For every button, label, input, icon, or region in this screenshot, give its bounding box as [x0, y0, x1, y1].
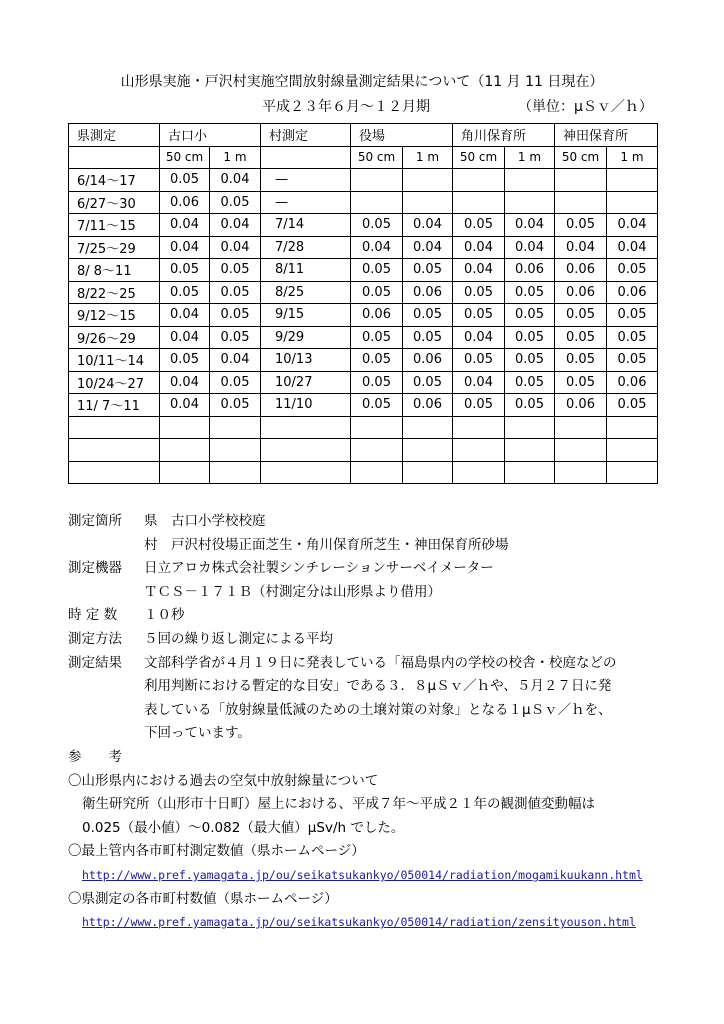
cell-pref-50cm: 0.04: [160, 371, 210, 394]
table-row: [69, 259, 658, 282]
reference-1-title: 〇山形県内における過去の空気中放射線量について: [68, 772, 379, 789]
subheader-1m: 1 m: [505, 146, 555, 169]
cell-site2-50cm: 0.04: [453, 326, 505, 349]
cell-pref-period: [69, 416, 160, 439]
table-row: [69, 214, 658, 237]
cell-pref-1m: 0.04: [210, 349, 261, 372]
cell-site2-50cm: 0.04: [453, 259, 505, 282]
cell-site3-50cm: 0.05: [555, 214, 607, 237]
cell-site2-1m: [505, 416, 555, 439]
cell-site3-1m: 0.05: [607, 394, 658, 417]
subheader-50cm: 50 cm: [555, 146, 607, 169]
subheader-empty: [261, 146, 351, 169]
table-row: [69, 371, 658, 394]
table-row: [69, 236, 658, 259]
cell-pref-period: 7/11～15: [69, 214, 160, 237]
measurement-table: [68, 123, 658, 484]
cell-site2-50cm: 0.05: [453, 394, 505, 417]
cell-pref-period: [69, 461, 160, 484]
cell-pref-50cm: [160, 461, 210, 484]
header-site-2: 角川保育所: [453, 124, 555, 147]
time-constant-label: 時 定 数: [68, 607, 118, 624]
cell-village-date: 8/25: [261, 281, 351, 304]
cell-pref-1m: 0.05: [210, 371, 261, 394]
note-row: [68, 534, 668, 558]
cell-pref-50cm: 0.05: [160, 259, 210, 282]
cell-site3-50cm: [555, 169, 607, 192]
cell-village-date: 10/27: [261, 371, 351, 394]
cell-pref-50cm: 0.05: [160, 349, 210, 372]
cell-site1-50cm: 0.05: [351, 349, 403, 372]
cell-site1-1m: [403, 416, 453, 439]
table-row: [69, 439, 658, 462]
result-label: 測定結果: [68, 654, 122, 671]
subheader-50cm: 50 cm: [351, 146, 403, 169]
note-row: [68, 581, 668, 605]
note-row: [68, 510, 668, 534]
cell-pref-period: 9/26～29: [69, 326, 160, 349]
note-row: [68, 722, 668, 746]
cell-village-date: 9/15: [261, 304, 351, 327]
cell-site3-1m: 0.04: [607, 214, 658, 237]
cell-site2-1m: [505, 191, 555, 214]
result-line: 表している「放射線量低減のための土壌対策の対象」となる１μＳｖ／ｈを、: [144, 701, 612, 718]
cell-pref-period: 9/12～15: [69, 304, 160, 327]
note-row: [68, 888, 668, 912]
header-village: 村測定: [261, 124, 351, 147]
cell-site1-1m: 0.04: [403, 236, 453, 259]
cell-site3-50cm: 0.06: [555, 281, 607, 304]
cell-village-date: 11/10: [261, 394, 351, 417]
cell-site2-50cm: [453, 169, 505, 192]
location-pref: 県 古口小学校校庭: [144, 513, 266, 529]
header-pref: 県測定: [69, 124, 160, 147]
cell-site1-50cm: [351, 439, 403, 462]
result-line: 利用判断における暫定的な目安」である３．８μＳｖ／ｈや、５月２７日に発: [144, 678, 612, 695]
cell-site1-50cm: 0.05: [351, 214, 403, 237]
table-row: [69, 169, 658, 192]
cell-site1-1m: 0.05: [403, 326, 453, 349]
cell-site2-1m: [505, 461, 555, 484]
cell-pref-period: 10/24～27: [69, 371, 160, 394]
cell-village-date: 8/11: [261, 259, 351, 282]
cell-site3-1m: [607, 461, 658, 484]
cell-site3-50cm: [555, 439, 607, 462]
cell-site3-1m: 0.05: [607, 259, 658, 282]
cell-village-date: —: [261, 191, 351, 214]
cell-pref-50cm: 0.04: [160, 304, 210, 327]
cell-site2-50cm: [453, 191, 505, 214]
cell-village-date: 7/14: [261, 214, 351, 237]
subheader-1m: 1 m: [403, 146, 453, 169]
cell-site1-50cm: 0.04: [351, 236, 403, 259]
cell-pref-50cm: 0.04: [160, 214, 210, 237]
cell-village-date: 10/13: [261, 349, 351, 372]
cell-site1-1m: [403, 169, 453, 192]
period-label: 平成２３年６月～１２月期: [262, 99, 430, 115]
header-site-3: 神田保育所: [555, 124, 658, 147]
cell-pref-50cm: 0.04: [160, 236, 210, 259]
cell-pref-1m: 0.05: [210, 304, 261, 327]
cell-pref-period: 6/14～17: [69, 169, 160, 192]
cell-pref-1m: 0.04: [210, 236, 261, 259]
unit-label: （単位：μＳｖ／ｈ）: [518, 99, 653, 115]
note-row: [68, 652, 668, 676]
cell-site2-50cm: [453, 461, 505, 484]
cell-site3-50cm: 0.04: [555, 236, 607, 259]
cell-site1-1m: 0.06: [403, 349, 453, 372]
cell-site2-1m: 0.04: [505, 214, 555, 237]
cell-site3-1m: [607, 416, 658, 439]
cell-pref-1m: 0.05: [210, 281, 261, 304]
header-site-1: 役場: [351, 124, 453, 147]
cell-site2-1m: [505, 169, 555, 192]
cell-site3-50cm: 0.06: [555, 259, 607, 282]
cell-pref-50cm: 0.04: [160, 326, 210, 349]
cell-site2-50cm: 0.05: [453, 349, 505, 372]
cell-site3-50cm: [555, 416, 607, 439]
subheader-empty: [69, 146, 160, 169]
table-header-row: [69, 124, 658, 147]
cell-site1-50cm: 0.05: [351, 281, 403, 304]
cell-pref-50cm: [160, 416, 210, 439]
subheader-50cm: 50 cm: [453, 146, 505, 169]
cell-site2-50cm: 0.05: [453, 281, 505, 304]
cell-pref-period: 6/27～30: [69, 191, 160, 214]
reference-3-link[interactable]: http://www.pref.yamagata.jp/ou/seikatsukankyo/050014/radiation/zensityouson.html: [82, 915, 636, 930]
reference-1-line: 衛生研究所（山形市十日町）屋上における、平成７年～平成２１年の観測値変動幅は: [82, 796, 595, 813]
cell-site1-50cm: 0.05: [351, 394, 403, 417]
cell-site3-1m: 0.05: [607, 326, 658, 349]
reference-2-link[interactable]: http://www.pref.yamagata.jp/ou/seikatsukankyo/050014/radiation/mogamikuukann.html: [82, 867, 643, 882]
note-row: [68, 604, 668, 628]
cell-pref-period: 8/ 8～11: [69, 259, 160, 282]
cell-site1-50cm: [351, 461, 403, 484]
cell-site1-50cm: 0.05: [351, 326, 403, 349]
cell-site1-1m: [403, 439, 453, 462]
cell-pref-period: 10/11～14: [69, 349, 160, 372]
cell-pref-50cm: [160, 439, 210, 462]
reference-1-line: 0.025（最小値）～0.082（最大値）μSv/h でした。: [82, 819, 405, 836]
cell-site1-50cm: 0.05: [351, 371, 403, 394]
cell-village-date: 9/29: [261, 326, 351, 349]
cell-site3-50cm: [555, 191, 607, 214]
cell-site1-1m: 0.06: [403, 281, 453, 304]
cell-site1-1m: 0.05: [403, 371, 453, 394]
result-line: 文部科学省が４月１９日に発表している「福島県内の学校の校舎・校庭などの: [144, 654, 617, 671]
cell-site3-50cm: [555, 461, 607, 484]
cell-site3-1m: 0.04: [607, 236, 658, 259]
subheader-1m: 1 m: [607, 146, 658, 169]
cell-site1-1m: [403, 191, 453, 214]
cell-site2-50cm: 0.04: [453, 371, 505, 394]
cell-site3-50cm: 0.05: [555, 304, 607, 327]
cell-site3-50cm: 0.05: [555, 371, 607, 394]
instrument-label: 測定機器: [68, 560, 122, 577]
cell-site1-1m: 0.05: [403, 304, 453, 327]
table-row: [69, 461, 658, 484]
cell-site2-1m: [505, 439, 555, 462]
cell-site2-1m: 0.05: [505, 349, 555, 372]
cell-pref-1m: 0.05: [210, 191, 261, 214]
cell-village-date: [261, 416, 351, 439]
cell-site3-1m: [607, 169, 658, 192]
note-row: [68, 817, 668, 841]
cell-pref-1m: [210, 461, 261, 484]
reference-label: 参 考: [68, 748, 122, 765]
note-row: [68, 699, 668, 723]
instrument-model: ＴＣＳ－１７１Ｂ（村測定分は山形県より借用）: [144, 583, 441, 600]
cell-pref-1m: 0.05: [210, 326, 261, 349]
cell-site1-1m: 0.05: [403, 259, 453, 282]
cell-site2-50cm: [453, 439, 505, 462]
cell-pref-1m: 0.04: [210, 169, 261, 192]
cell-pref-1m: [210, 416, 261, 439]
subheader-1m: 1 m: [210, 146, 261, 169]
instrument-name: 日立アロカ株式会社製シンチレーションサーベイメーター: [144, 560, 494, 577]
cell-site2-1m: 0.05: [505, 394, 555, 417]
note-row: [68, 746, 668, 770]
cell-site1-50cm: 0.05: [351, 259, 403, 282]
cell-site3-50cm: 0.06: [555, 394, 607, 417]
cell-site2-1m: 0.05: [505, 281, 555, 304]
table-row: [69, 304, 658, 327]
cell-site2-1m: 0.04: [505, 236, 555, 259]
table-row: [69, 191, 658, 214]
cell-site1-50cm: [351, 416, 403, 439]
reference-2-title: 〇最上管内各市町村測定数値（県ホームページ）: [68, 843, 365, 860]
reference-3-title: 〇県測定の各市町村数値（県ホームページ）: [68, 890, 338, 907]
method-label: 測定方法: [68, 630, 122, 647]
cell-site3-1m: 0.06: [607, 371, 658, 394]
cell-pref-period: 11/ 7～11: [69, 394, 160, 417]
cell-site2-1m: 0.05: [505, 326, 555, 349]
note-row: [68, 840, 668, 864]
note-row: [68, 911, 668, 935]
note-row: [68, 793, 668, 817]
header-pref-site: 古口小: [160, 124, 261, 147]
cell-site1-50cm: 0.06: [351, 304, 403, 327]
cell-site3-1m: 0.05: [607, 304, 658, 327]
cell-site2-50cm: 0.05: [453, 214, 505, 237]
cell-pref-period: [69, 439, 160, 462]
cell-village-date: [261, 439, 351, 462]
cell-site2-1m: 0.05: [505, 371, 555, 394]
note-row: [68, 557, 668, 581]
cell-site2-50cm: [453, 416, 505, 439]
cell-pref-1m: 0.05: [210, 394, 261, 417]
cell-site3-50cm: 0.05: [555, 326, 607, 349]
location-village: 村 戸沢村役場正面芝生・角川保育所芝生・神田保育所砂場: [144, 536, 509, 553]
cell-pref-50cm: 0.04: [160, 394, 210, 417]
cell-site3-1m: 0.06: [607, 281, 658, 304]
cell-site2-50cm: 0.05: [453, 304, 505, 327]
note-row: [68, 628, 668, 652]
cell-site2-1m: 0.05: [505, 304, 555, 327]
cell-site1-50cm: [351, 169, 403, 192]
cell-site1-1m: [403, 461, 453, 484]
cell-village-date: —: [261, 169, 351, 192]
table-row: [69, 394, 658, 417]
cell-pref-50cm: 0.05: [160, 281, 210, 304]
cell-pref-50cm: 0.05: [160, 169, 210, 192]
cell-site3-1m: 0.05: [607, 349, 658, 372]
note-row: [68, 770, 668, 794]
cell-site1-1m: 0.06: [403, 394, 453, 417]
notes-section: [68, 510, 668, 935]
note-row: [68, 675, 668, 699]
table-row: [69, 416, 658, 439]
cell-pref-50cm: 0.06: [160, 191, 210, 214]
cell-site3-1m: [607, 191, 658, 214]
table-row: [69, 281, 658, 304]
cell-site1-1m: 0.04: [403, 214, 453, 237]
cell-village-date: [261, 461, 351, 484]
cell-village-date: 7/28: [261, 236, 351, 259]
cell-pref-period: 8/22～25: [69, 281, 160, 304]
document-title: 山形県実施・戸沢村実施空間放射線量測定結果について（11 月 11 日現在）: [120, 74, 604, 90]
result-line: 下回っています。: [144, 725, 251, 742]
method-value: ５回の繰り返し測定による平均: [144, 630, 333, 647]
cell-site3-1m: [607, 439, 658, 462]
subheader-50cm: 50 cm: [160, 146, 210, 169]
time-constant-value: １０秒: [144, 607, 185, 624]
cell-pref-period: 7/25～29: [69, 236, 160, 259]
cell-pref-1m: [210, 439, 261, 462]
cell-site2-50cm: 0.04: [453, 236, 505, 259]
cell-site3-50cm: 0.05: [555, 349, 607, 372]
table-subheader-row: [69, 146, 658, 169]
cell-site1-50cm: [351, 191, 403, 214]
table-row: [69, 326, 658, 349]
table-row: [69, 349, 658, 372]
location-label: 測定箇所: [68, 513, 122, 529]
cell-pref-1m: 0.05: [210, 259, 261, 282]
cell-site2-1m: 0.06: [505, 259, 555, 282]
cell-pref-1m: 0.04: [210, 214, 261, 237]
note-row: [68, 864, 668, 888]
